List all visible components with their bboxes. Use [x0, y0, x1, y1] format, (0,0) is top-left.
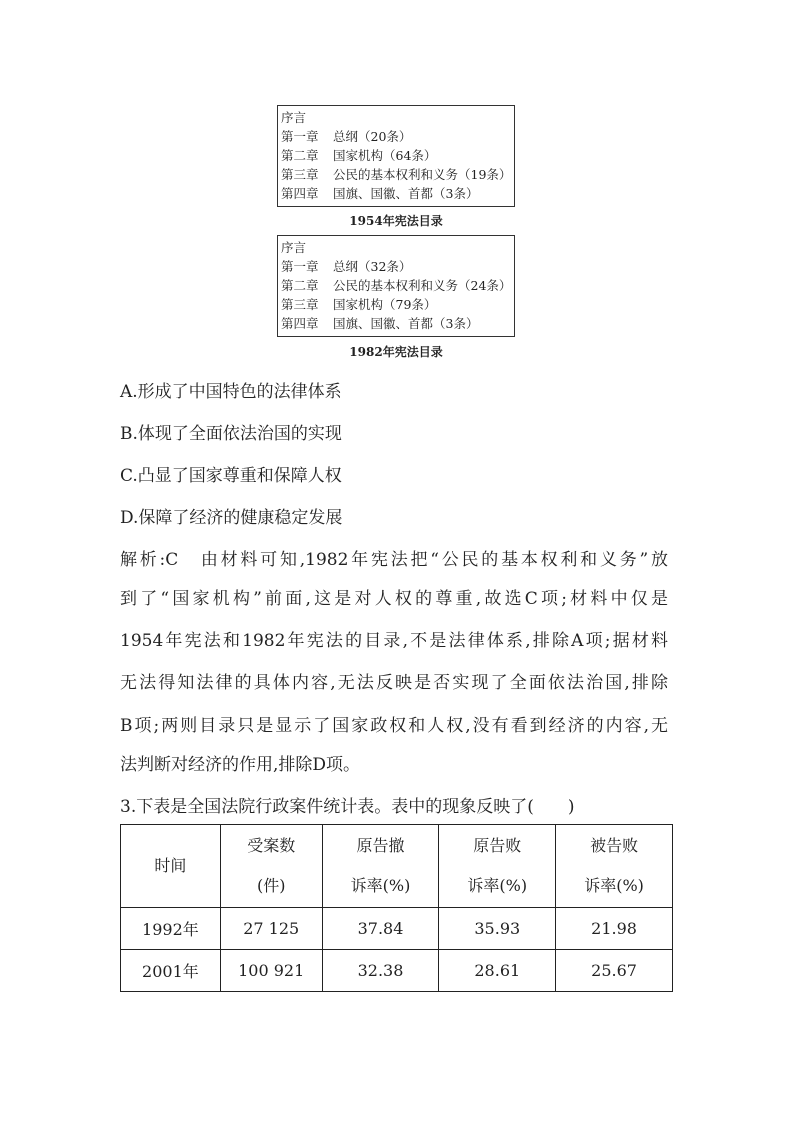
question-3: 3.下表是全国法院行政案件统计表。表中的现象反映了( ) — [120, 797, 575, 817]
toc-1954-line — [281, 165, 514, 184]
table-cell: 37.84 — [322, 908, 439, 950]
header-plaintiff-withdraw — [322, 825, 439, 908]
option-d: D.保障了经济的健康稳定发展 — [120, 508, 343, 528]
header-text: 原告败 — [473, 836, 522, 855]
header-unit: 诉率(%) — [584, 876, 644, 895]
toc-1954-caption: 1954年宪法目录 — [349, 214, 443, 228]
toc-1982-line — [281, 238, 514, 257]
table-cell: 32.38 — [322, 950, 439, 992]
table-cell: 100 921 — [220, 950, 322, 992]
toc-1954-line — [281, 108, 514, 127]
toc-chapter: 第一章 — [281, 129, 319, 144]
table-cell: 25.67 — [556, 950, 673, 992]
table-header-row — [121, 825, 673, 908]
table-row — [121, 908, 673, 950]
header-plaintiff-lose — [439, 825, 556, 908]
toc-1954-line — [281, 184, 514, 203]
header-text: 被告败 — [590, 836, 639, 855]
toc-1982-line — [281, 314, 514, 333]
table-row — [121, 950, 673, 992]
toc-title: 国旗、国徽、首都（3条） — [333, 316, 479, 331]
toc-chapter: 第三章 — [281, 297, 319, 312]
header-time — [121, 825, 221, 908]
toc-title: 总纲（20条） — [333, 129, 412, 144]
toc-chapter: 第三章 — [281, 167, 319, 182]
header-unit: 诉率(%) — [467, 876, 528, 895]
toc-1954-line — [281, 127, 514, 146]
toc-chapter: 第二章 — [281, 148, 319, 163]
toc-title: 公民的基本权利和义务（19条） — [333, 167, 512, 182]
toc-title: 国家机构（64条） — [333, 148, 437, 163]
toc-chapter: 第四章 — [281, 186, 319, 201]
header-unit: 诉率(%) — [350, 876, 411, 895]
header-text: 原告撤 — [356, 836, 405, 855]
option-b: B.体现了全面依法治国的实现 — [120, 424, 342, 444]
analysis-line: B项;两则目录只是显示了国家政权和人权,没有看到经济的内容,无 — [120, 716, 668, 736]
option-a: A.形成了中国特色的法律体系 — [120, 382, 342, 402]
toc-1982-box — [277, 235, 515, 337]
toc-1954-line — [281, 146, 514, 165]
table-cell: 1992年 — [121, 908, 221, 950]
toc-title: 公民的基本权利和义务（24条） — [333, 278, 512, 293]
header-text: 受案数 — [247, 836, 296, 855]
toc-chapter: 第二章 — [281, 278, 319, 293]
header-cases — [220, 825, 322, 908]
toc-title: 总纲（32条） — [333, 259, 412, 274]
analysis-line: 无法得知法律的具体内容,无法反映是否实现了全面依法治国,排除 — [120, 673, 668, 693]
header-text: 时间 — [154, 856, 187, 875]
header-defendant-lose — [556, 825, 673, 908]
toc-1982-line — [281, 276, 514, 295]
option-c: C.凸显了国家尊重和保障人权 — [120, 466, 342, 486]
toc-chapter: 第一章 — [281, 259, 319, 274]
toc-title: 国家机构（79条） — [333, 297, 437, 312]
table-cell: 35.93 — [439, 908, 556, 950]
toc-1982-line — [281, 295, 514, 314]
table-cell: 27 125 — [220, 908, 322, 950]
toc-1982-line — [281, 257, 514, 276]
table-cell: 2001年 — [121, 950, 221, 992]
analysis-line: 到了“国家机构”前面,这是对人权的尊重,故选C项;材料中仅是 — [120, 589, 668, 609]
toc-chapter: 序言 — [281, 110, 307, 125]
toc-chapter: 序言 — [281, 240, 307, 255]
header-unit: (件) — [256, 876, 286, 895]
toc-1954-box — [277, 105, 515, 207]
case-statistics-table — [120, 824, 673, 992]
toc-1982-caption: 1982年宪法目录 — [349, 345, 443, 359]
analysis-line: 法判断对经济的作用,排除D项。 — [120, 755, 361, 775]
analysis-line: 解析:C 由材料可知,1982年宪法把“公民的基本权利和义务”放 — [120, 550, 668, 570]
toc-chapter: 第四章 — [281, 316, 319, 331]
table-cell: 21.98 — [556, 908, 673, 950]
table-cell: 28.61 — [439, 950, 556, 992]
toc-title: 国旗、国徽、首都（3条） — [333, 186, 479, 201]
analysis-line: 1954年宪法和1982年宪法的目录,不是法律体系,排除A项;据材料 — [120, 631, 668, 651]
